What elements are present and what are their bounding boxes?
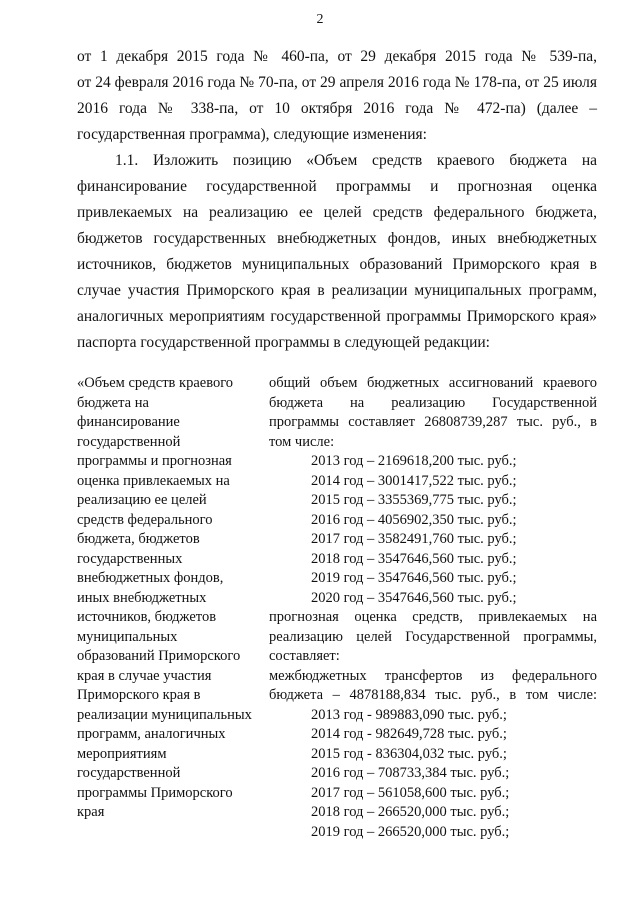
label-line: Приморского края в — [77, 687, 201, 703]
label-line: средств федерального — [77, 511, 213, 528]
federal-year-row: 2013 год - 989883,090 тыс. руб.; — [311, 706, 507, 723]
label-line: программы и прогнозная — [77, 453, 232, 469]
label-line: программ, аналогичных — [77, 726, 226, 742]
label-line: реализацию ее целей — [77, 492, 207, 508]
regional-year-row: 2017 год – 3582491,760 тыс. руб.; — [311, 531, 517, 547]
regional-year-row: 2020 год – 3547646,560 тыс. руб.; — [311, 589, 517, 606]
passport-position-value — [269, 374, 597, 842]
label-line: бюджета, бюджетов — [77, 531, 200, 547]
label-line: бюджета на — [77, 394, 149, 411]
passport-position-label — [77, 374, 259, 823]
intro-line: от 24 февраля 2016 года № 70-па, от 29 апреля 2016 года № 178-па, от 25 июля — [77, 74, 597, 91]
intro-line: бюджетов государственных внебюджетных фондов, иных внебюджетных — [77, 230, 597, 247]
federal-year-row: 2016 год – 708733,384 тыс. руб.; — [311, 765, 510, 781]
label-line: государственных — [77, 550, 183, 567]
regional-year-row: 2016 год – 4056902,350 тыс. руб.; — [311, 511, 517, 528]
forecast-line: прогнозная оценка средств, привлекаемых на — [269, 609, 597, 625]
page-number: 2 — [316, 12, 324, 27]
intro-line: привлекаемых на реализацию ее целей средств федерального бюджета, — [77, 204, 597, 221]
intro-line: 1.1. Изложить позицию «Объем средств краевого бюджета на — [115, 152, 597, 169]
federal-year-row: 2018 год – 266520,000 тыс. руб.; — [311, 804, 510, 820]
label-line: государственной — [77, 433, 181, 450]
regional-year-row: 2015 год – 3355369,775 тыс. руб.; — [311, 492, 517, 508]
regional-year-row: 2014 год – 3001417,522 тыс. руб.; — [311, 472, 517, 489]
label-line: оценка привлекаемых на — [77, 472, 230, 489]
intro-line: аналогичных мероприятиям государственной программы Приморского края» — [77, 308, 597, 325]
forecast-line: реализацию целей Государственной программы, — [269, 628, 597, 645]
regional-year-row: 2018 год – 3547646,560 тыс. руб.; — [311, 550, 517, 567]
forecast-line: межбюджетных трансфертов из федерального — [269, 667, 597, 684]
label-line: финансирование — [77, 414, 180, 430]
intro-line: финансирование государственной программы и прогнозная оценка — [77, 178, 597, 195]
federal-year-row: 2019 год – 266520,000 тыс. руб.; — [311, 823, 510, 840]
federal-year-row: 2014 год - 982649,728 тыс. руб.; — [311, 726, 507, 742]
label-line: реализации муниципальных — [77, 706, 252, 723]
intro-line: случае участия Приморского края в реализации муниципальных программ, — [77, 282, 597, 299]
forecast-line: бюджета – 4878188,834 тыс. руб., в том числе: — [269, 687, 597, 703]
regional-year-row: 2019 год – 3547646,560 тыс. руб.; — [311, 570, 517, 586]
federal-year-row: 2015 год - 836304,032 тыс. руб.; — [311, 745, 507, 762]
label-line: «Объем средств краевого — [77, 375, 234, 391]
label-line: иных внебюджетных — [77, 589, 207, 606]
label-line: государственной — [77, 765, 181, 781]
label-line: мероприятиям — [77, 745, 167, 762]
label-line: края — [77, 804, 105, 820]
label-line: внебюджетных фондов, — [77, 570, 224, 586]
regional-year-row: 2013 год – 2169618,200 тыс. руб.; — [311, 453, 517, 469]
label-line: муниципальных — [77, 628, 178, 645]
intro-line: паспорта государственной программы в следующей редакции: — [77, 334, 490, 351]
label-line: образований Приморского — [77, 648, 241, 664]
intro-line: государственная программа), следующие изменения: — [77, 126, 427, 143]
label-line: края в случае участия — [77, 667, 212, 684]
intro-line: источников, бюджетов муниципальных образований Приморского края в — [77, 256, 597, 273]
total-allocation-line: бюджета на реализацию Государственной — [269, 394, 597, 411]
label-line: источников, бюджетов — [77, 609, 217, 625]
forecast-line: составляет: — [269, 648, 340, 664]
intro-paragraph — [77, 44, 597, 356]
label-line: программы Приморского — [77, 784, 233, 801]
total-allocation-line: общий объем бюджетных ассигнований краевого — [269, 375, 597, 391]
total-allocation-line: том числе: — [269, 433, 335, 450]
intro-line: 2016 года № 338-па, от 10 октября 2016 года № 472-па) (далее – — [77, 100, 597, 117]
federal-year-row: 2017 год – 561058,600 тыс. руб.; — [311, 784, 510, 801]
total-allocation-line: программы составляет 26808739,287 тыс. руб., в — [269, 414, 597, 430]
intro-line: от 1 декабря 2015 года № 460-па, от 29 декабря 2015 года № 539-па, — [77, 48, 597, 65]
